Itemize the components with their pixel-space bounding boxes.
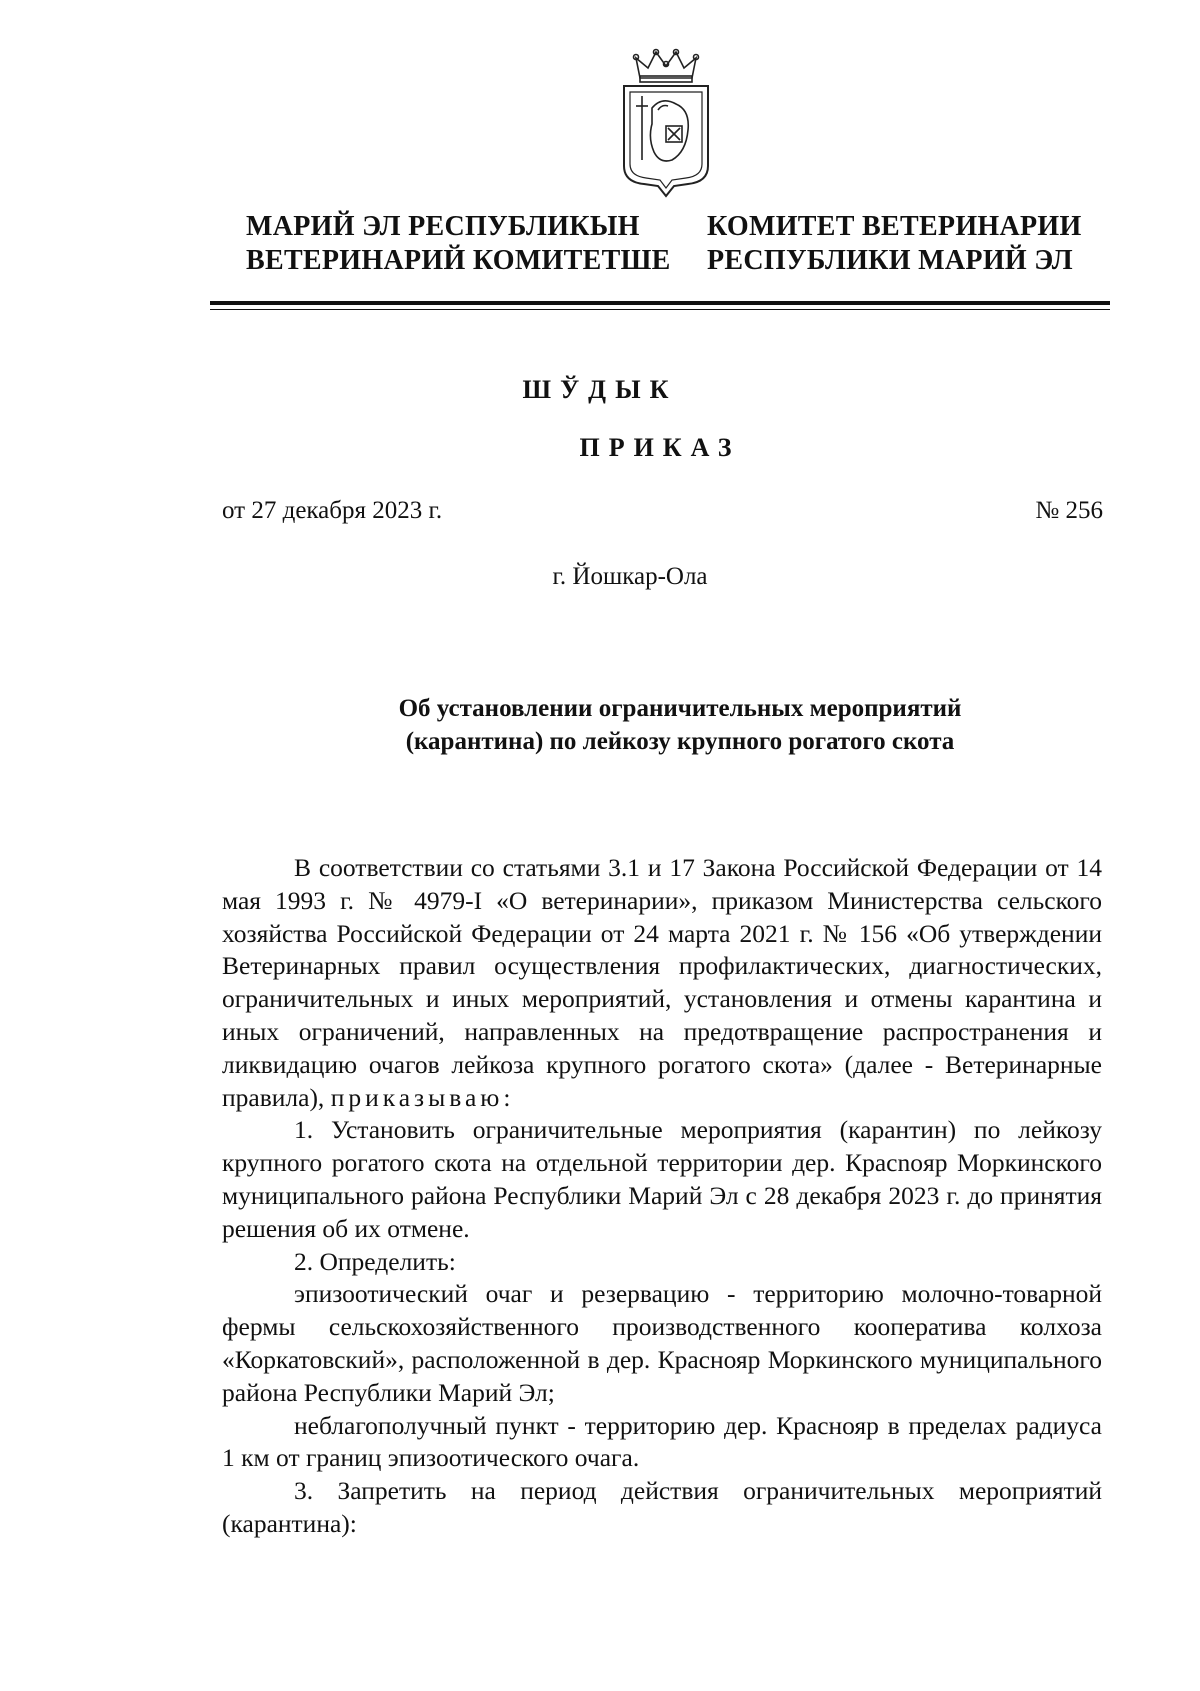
title-mari: ШЎДЫК — [522, 375, 678, 404]
body-paragraph-4: эпизоотический очаг и резервацию - территорию молочно-товарной фермы сельскохозяйственного производственного кооператива колхоза «Коркатовский», расположенной в дер. Краснояр Моркинского муниципального района Республики Марий Эл; — [222, 1279, 1102, 1407]
header-russian-line1: КОМИТЕТ ВЕТЕРИНАРИИ — [707, 211, 1082, 242]
subject-line1: Об установлении ограничительных мероприятий — [398, 695, 962, 722]
header-mari — [246, 210, 671, 278]
body-paragraph-6: 3. Запретить на период действия ограничительных мероприятий (карантина): — [222, 1476, 1102, 1538]
body-paragraph-1-text: В соответствии со статьями 3.1 и 17 Закона Российской Федерации от 14 мая 1993 г. № 4979-I «О ветеринарии», приказом Министерства сельского хозяйства Российской Федерации от 24 марта 2021 г. № 156 «Об утверждении Ветеринарных правил осуществления профилактических, диагностических, ограничительных и иных мероприятий, установления и отмены карантина и иных ограничений, направленных на предотвращение распространения и ликвидацию очагов лейкоза крупного рогатого скота» (далее - Ветеринарные правила), — [222, 853, 1102, 1112]
order-date: от 27 декабря 2023 г. — [222, 497, 443, 524]
order-subject — [330, 692, 1030, 758]
body-paragraph-3: 2. Определить: — [294, 1246, 456, 1276]
body-paragraph-2: 1. Установить ограничительные мероприятия (карантин) по лейкозу крупного рогатого скота на отдельной территории дер. Красnoяр Моркинского муниципального района Республики Марий Эл с 28 декабря 2023 г. до принятия решения об их отмене. — [222, 1115, 1102, 1243]
body-paragraph-1 — [222, 852, 1102, 1114]
subject-line2: (карантина) по лейкозу крупного рогатого скота — [405, 728, 955, 755]
header-rule-thin — [210, 309, 1110, 310]
body-paragraph-1-end: : — [503, 1082, 511, 1112]
coat-of-arms-icon — [618, 48, 714, 198]
header-russian — [707, 210, 1127, 278]
body-paragraph-1-spaced: приказываю — [330, 1082, 504, 1112]
header-rule-thick — [210, 301, 1110, 305]
header-russian-line2: РЕСПУБЛИКИ МАРИЙ ЭЛ — [707, 245, 1073, 276]
order-number: № 256 — [1035, 497, 1103, 524]
order-city: г. Йошкар-Ола — [552, 563, 708, 590]
title-russian: ПРИКАЗ — [579, 433, 741, 462]
body-paragraph-5: неблагополучный пункт - территорию дер. Краснояр в пределах радиуса 1 км от границ эпизоотического очага. — [222, 1410, 1102, 1473]
header-mari-line2: ВЕТЕРИНАРИЙ КОМИТЕТШЕ — [246, 245, 671, 276]
header-mari-line1: МАРИЙ ЭЛ РЕСПУБЛИКЫН — [246, 211, 640, 242]
order-body — [222, 852, 1102, 1541]
